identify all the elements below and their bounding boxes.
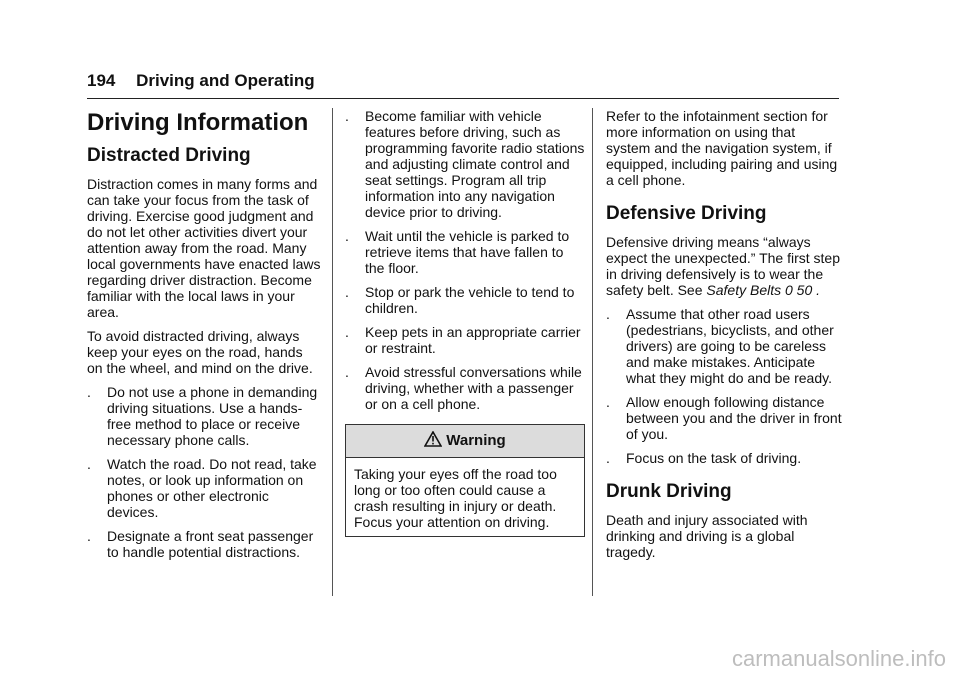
column-left (87, 108, 322, 568)
list-item: . Wait until the vehicle is parked to retrieve items that have fallen to the floor. (345, 228, 570, 276)
warning-triangle-icon (424, 431, 442, 447)
list-item: . Avoid stressful conversations while driving, whether with a passenger or on a cell phone. (345, 364, 582, 412)
bullet-list (606, 306, 842, 466)
warning-header (346, 425, 584, 458)
page-title: Driving Information (87, 109, 309, 136)
list-item: . Allow enough following distance between you and the driver in front of you. (606, 394, 842, 442)
warning-title: Warning (446, 432, 506, 449)
paragraph: Refer to the infotainment section for more information on using that system and the navigation system, if equipped, including pairing and using a cell phone. (606, 108, 838, 188)
cross-reference-link[interactable]: Safety Belts (706, 282, 782, 298)
cross-reference-page[interactable]: 0 50 . (785, 282, 821, 298)
bullet-icon: . (345, 228, 349, 244)
list-item: . Become familiar with vehicle features before driving, such as programming favorite radio stations and adjusting climate control and seat settings. Program all trip information into any navigation device prior to driving. (345, 108, 585, 220)
paragraph: Distraction comes in many forms and can take your focus from the task of driving. Exercise good judgment and do not let other activities divert your attention away from the road. Many local governments have enacted laws regarding driver distraction. Become familiar with the local laws in your area. (87, 176, 321, 320)
list-item: . Keep pets in an appropriate carrier or restraint. (345, 324, 581, 356)
bullet-icon: . (345, 364, 349, 380)
list-item: . Do not use a phone in demanding driving situations. Use a hands-free method to place or receive necessary phone calls. (87, 384, 318, 448)
defensive-driving-heading: Defensive Driving (606, 203, 767, 224)
bullet-icon: . (87, 528, 91, 544)
list-item: . Stop or park the vehicle to tend to children. (345, 284, 575, 316)
list-item: . Assume that other road users (pedestrians, bicyclists, and other drivers) are going to be careless and make mistakes. Anticipate what they might do and be ready. (606, 306, 834, 386)
bullet-icon: . (606, 394, 610, 410)
bullet-icon: . (87, 384, 91, 400)
list-item: . Focus on the task of driving. (606, 450, 802, 466)
list-item: . Designate a front seat passenger to handle potential distractions. (87, 528, 314, 560)
column-divider (592, 108, 593, 596)
column-divider (332, 108, 333, 596)
column-right (606, 108, 842, 568)
watermark: carmanualsonline.info (731, 646, 946, 671)
page-header (87, 70, 839, 99)
section-title: Driving and Operating (136, 71, 315, 90)
bullet-list (87, 384, 322, 560)
paragraph: Defensive driving means “always expect the unexpected.” The first step in driving defensively is to wear the safety belt. See Safety Belts 0 50 . (606, 234, 840, 298)
bullet-icon: . (345, 284, 349, 300)
bullet-icon: . (606, 450, 610, 466)
paragraph: Death and injury associated with drinking and driving is a global tragedy. (606, 512, 808, 560)
column-middle (345, 108, 585, 537)
page-number: 194 (87, 71, 116, 90)
bullet-icon: . (345, 108, 349, 124)
drunk-driving-heading: Drunk Driving (606, 481, 732, 502)
bullet-icon: . (606, 306, 610, 322)
warning-text: Taking your eyes off the road too long or too often could cause a crash resulting in injury or death. Focus your attention on driving. (354, 466, 557, 530)
bullet-list (345, 108, 585, 412)
warning-box (345, 424, 585, 537)
distracted-driving-heading: Distracted Driving (87, 145, 251, 166)
bullet-icon: . (345, 324, 349, 340)
list-item: . Watch the road. Do not read, take notes, or look up information on phones or other electronic devices. (87, 456, 317, 520)
bullet-icon: . (87, 456, 91, 472)
paragraph: To avoid distracted driving, always keep your eyes on the road, hands on the wheel, and mind on the drive. (87, 328, 313, 376)
